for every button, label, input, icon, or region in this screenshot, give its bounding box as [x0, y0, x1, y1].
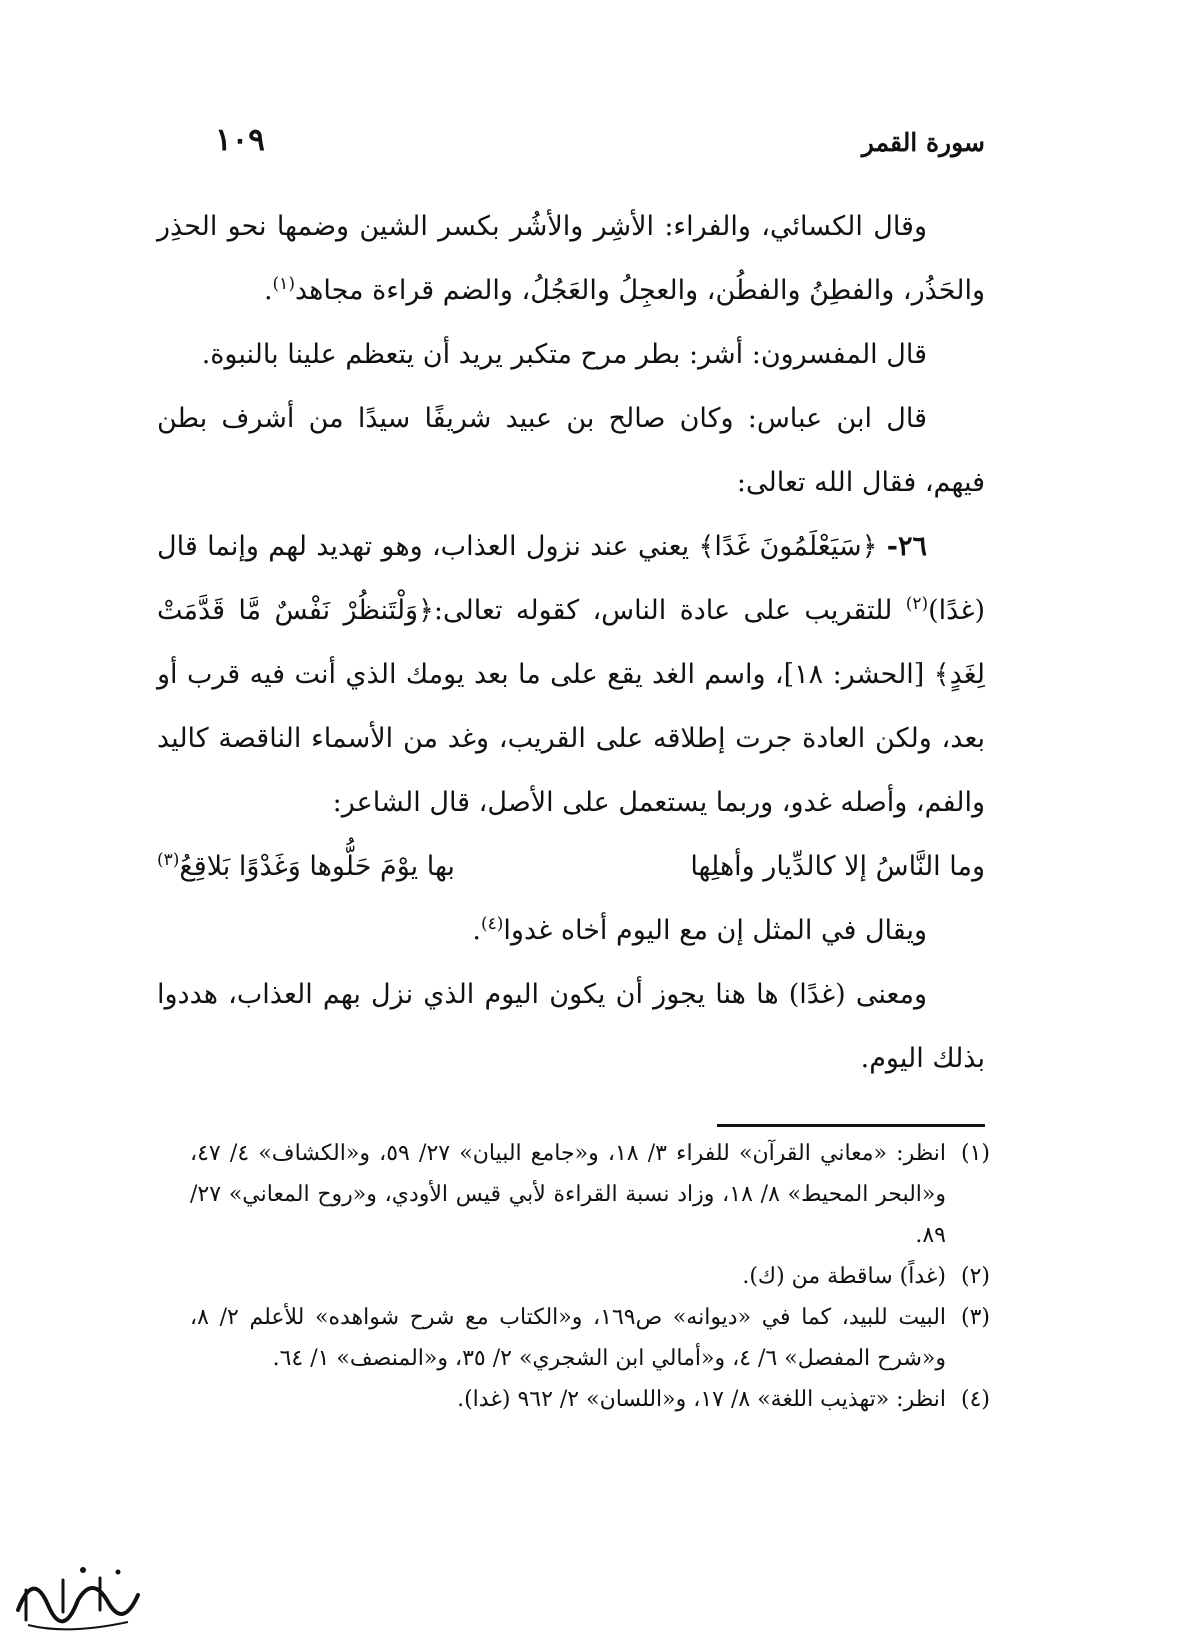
paragraph-1-text: وقال الكسائي، والفراء: الأشِر والأشُر بكسر الشين وضمها نحو الحذِر والحَذُر، والفطِنُ والفطُن، والعجِلُ والعَجُلُ، والضم قراءة مجاهد — [157, 211, 985, 306]
page-number: ١٠٩ — [215, 122, 265, 158]
footnotes — [190, 1133, 990, 1420]
paragraph-5 — [157, 899, 985, 963]
paragraph-6: ومعنى (غدًا) ها هنا يجوز أن يكون اليوم الذي نزل بهم العذاب، هددوا بذلك اليوم. — [157, 979, 985, 1074]
footnote-text: البيت للبيد، كما في «ديوانه» ص١٦٩، و«الكتاب مع شرح شواهده» للأعلم ٢/ ٨، و«شرح المفصل» ٦/ ٤، و«أمالي ابن الشجري» ٢/ ٣٥، و«المنصف» ١/ ٦٤. — [190, 1305, 947, 1371]
paragraph-5-end: . — [472, 915, 481, 946]
footnote-ref-4: (٤) — [481, 914, 504, 934]
footnote-item — [190, 1297, 990, 1379]
paragraph-4-text-b: للتقريب على عادة الناس، كقوله تعالى: — [433, 595, 893, 626]
paragraph-5-text: ويقال في المثل إن مع اليوم أخاه غدوا — [503, 915, 927, 946]
paragraph-4 — [157, 515, 985, 835]
quran-quote-2: ﴿وَلْتَنظُرْ نَفْسٌ مَّا قَدَّمَتْ لِغَدٍ﴾ — [157, 595, 985, 690]
verse-second-hemistich-wrap — [157, 835, 455, 899]
paragraph-4-text-a: يعني عند نزول العذاب، وهو تهديد لهم وإنما قال (غدًا) — [157, 531, 986, 626]
footnote-text: انظر: «معاني القرآن» للفراء ٣/ ١٨، و«جامع البيان» ٢٧/ ٥٩، و«الكشاف» ٤/ ٤٧، و«البحر المحيط» ٨/ ١٨، وزاد نسبة القراءة لأبي قيس الأودي، و«روح المعاني» ٢٧/ ٨٩. — [190, 1141, 947, 1248]
footnote-ref-3: (٣) — [157, 850, 180, 870]
footnote-item — [190, 1379, 990, 1420]
poetry-verse — [157, 835, 985, 899]
footnote-text: (غداً) ساقطة من (ك). — [742, 1264, 946, 1289]
footnote-number: (٢) — [960, 1264, 990, 1289]
verse-number: ٢٦- — [886, 531, 927, 562]
footnote-number: (١) — [960, 1141, 990, 1166]
quran-quote-1: ﴿سَيَعْلَمُونَ غَدًا﴾ — [698, 531, 878, 562]
footnote-ref-2: (٢) — [905, 594, 929, 614]
footnote-text: انظر: «تهذيب اللغة» ٨/ ١٧، و«اللسان» ٢/ ٩٦٢ (غدا). — [457, 1387, 946, 1412]
page-header — [215, 118, 985, 168]
footnote-number: (٣) — [960, 1305, 990, 1330]
paragraph-1-end: . — [263, 275, 273, 306]
footnote-ref-1: (١) — [272, 274, 295, 294]
paragraph-3: قال ابن عباس: وكان صالح بن عبيد شريفًا سيدًا من أشرف بطن فيهم، فقال الله تعالى: — [157, 403, 985, 498]
paragraph-1 — [157, 195, 985, 323]
paragraph-2: قال المفسرون: أشر: بطر مرح متكبر يريد أن يتعظم علينا بالنبوة. — [201, 339, 927, 370]
verse-first-hemistich: وما النَّاسُ إلا كالدِّيار وأهلِها — [690, 851, 985, 882]
footnote-item — [190, 1256, 990, 1297]
calligraphy-stamp-logo — [8, 1550, 148, 1640]
paragraph-4-text-c: [الحشر: ١٨]، واسم الغد يقع على ما بعد يومك الذي أنت فيه قرب أو بعد، ولكن العادة جرت إطلاقه على القريب، وغد من الأسماء الناقصة كاليد والفم، وأصله غدو، وربما يستعمل على الأصل، قال الشاعر: — [157, 659, 985, 818]
verse-second-hemistich: بها يوْمَ حَلُّوها وَغَدْوًا بَلاقِعُ — [179, 851, 455, 882]
footnote-number: (٤) — [960, 1387, 990, 1412]
footnote-item — [190, 1133, 990, 1256]
footnote-divider — [717, 1124, 985, 1127]
main-text — [157, 195, 985, 1091]
running-title: سورة القمر — [861, 128, 985, 157]
